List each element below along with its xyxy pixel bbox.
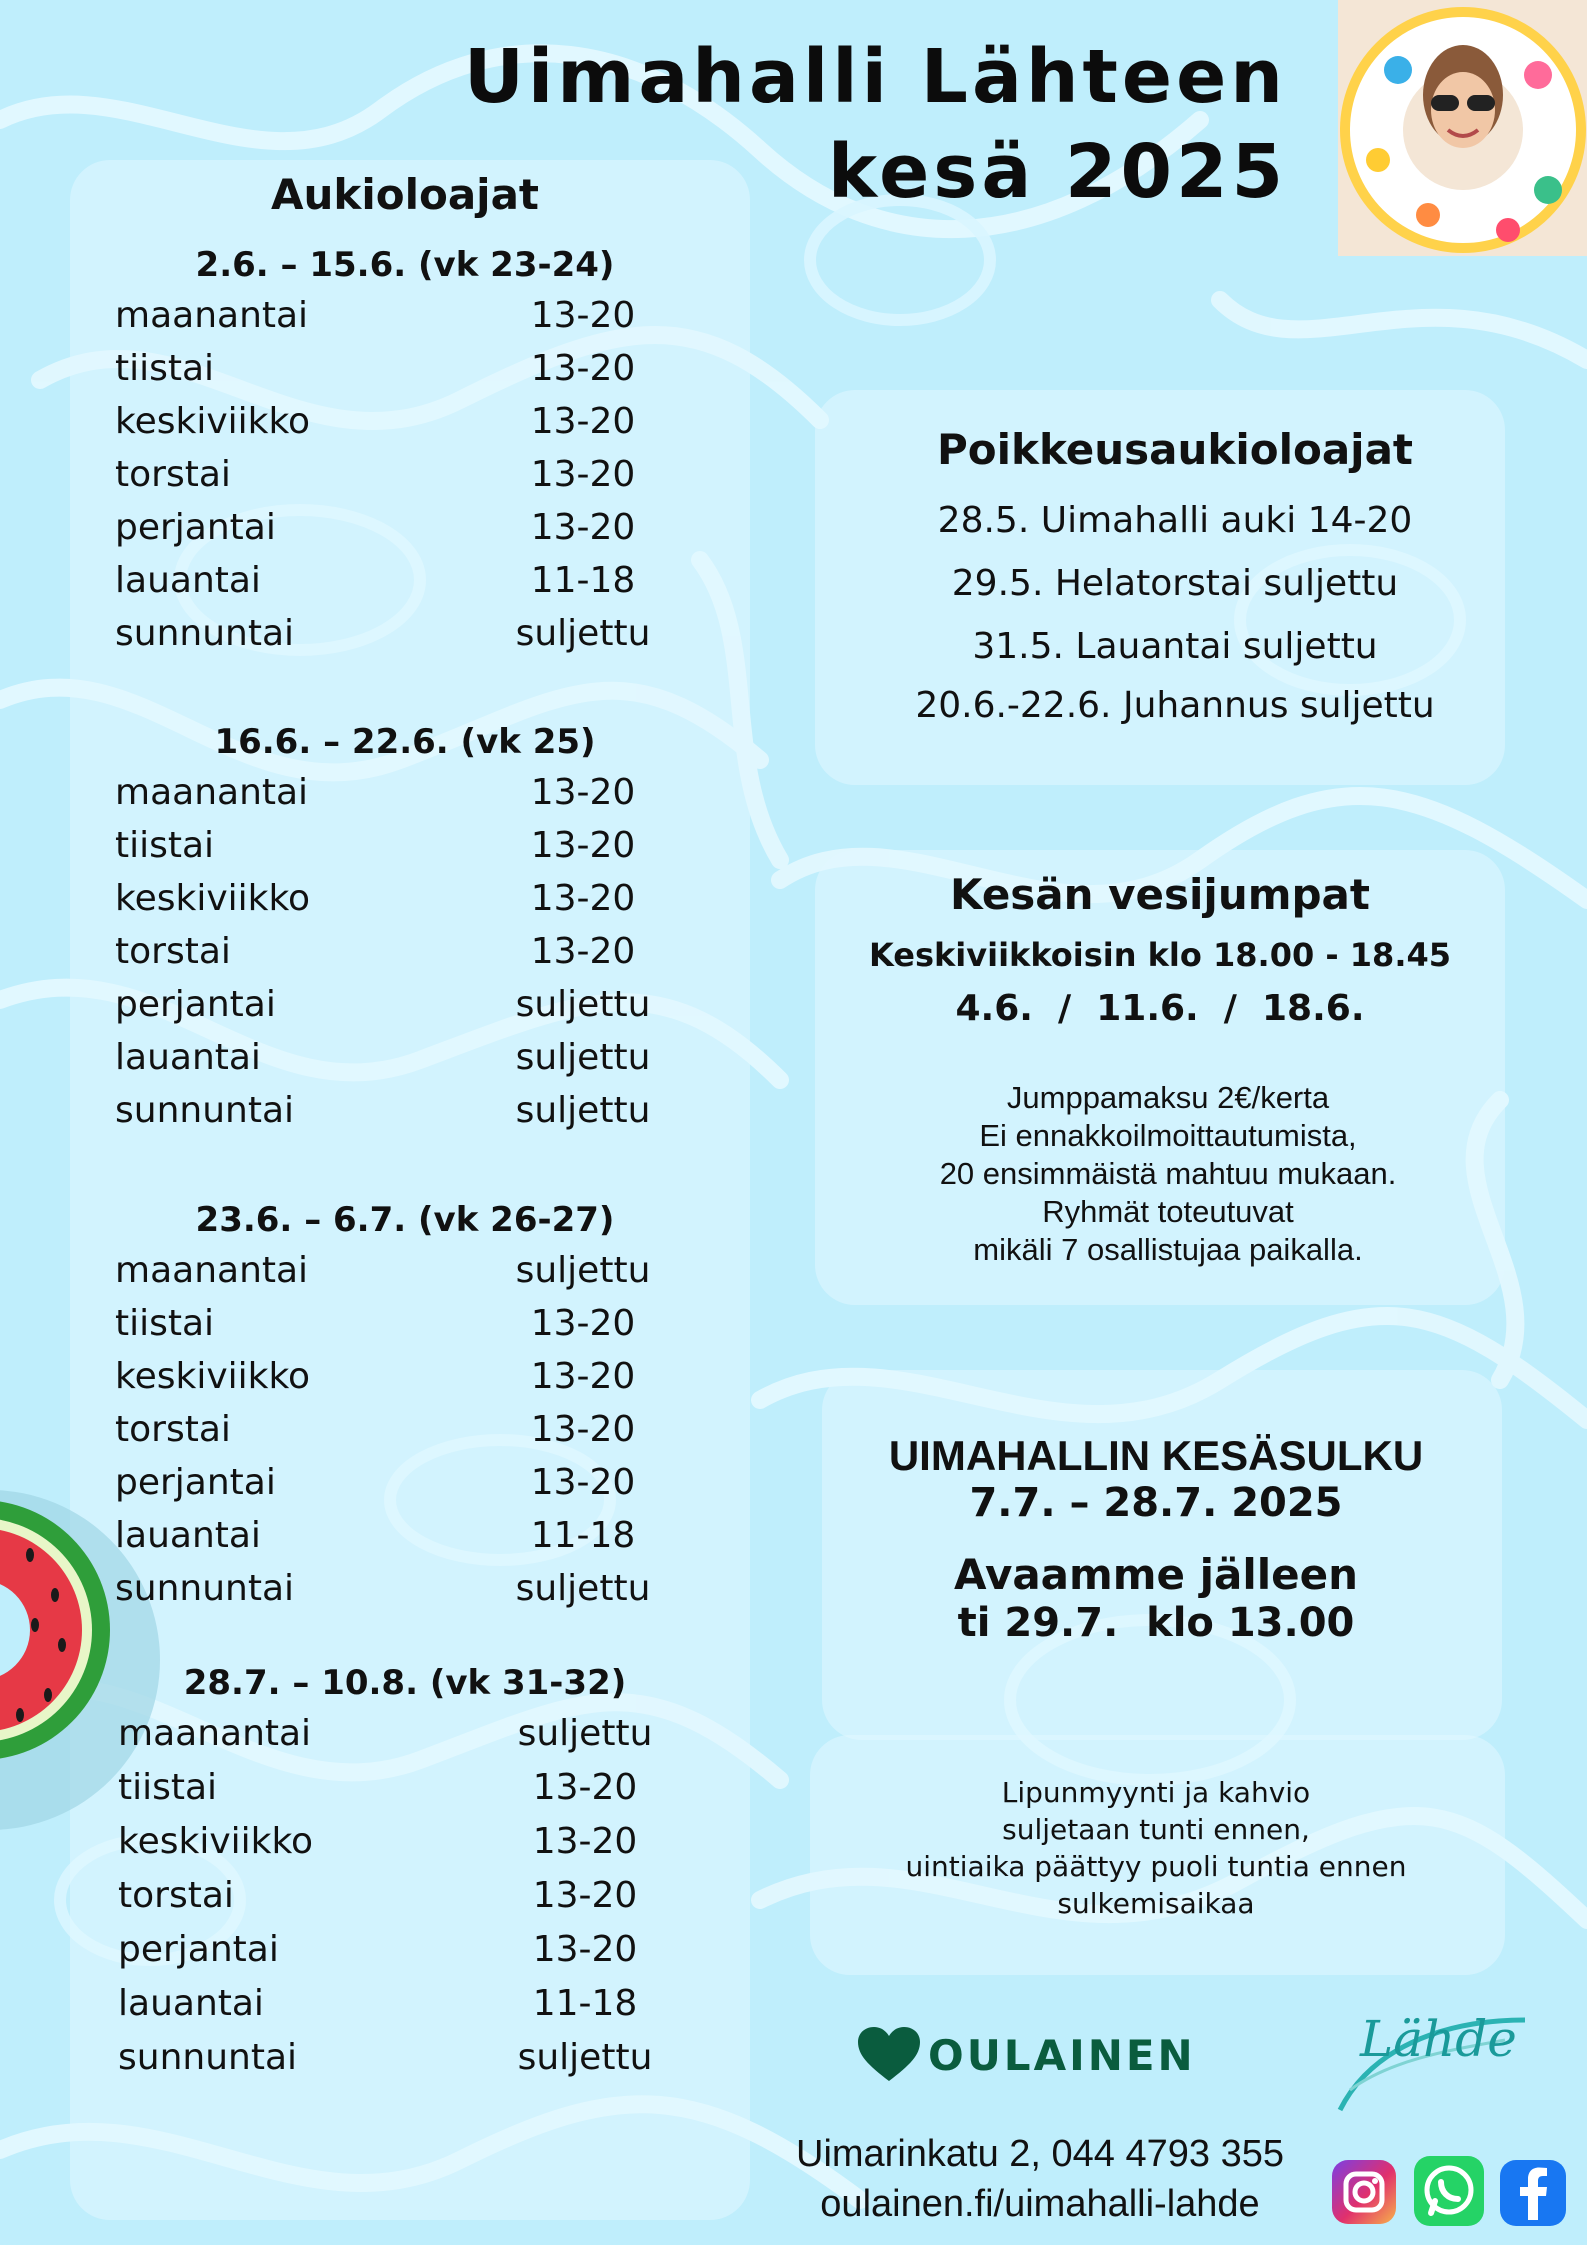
schedule-day: sunnuntai <box>115 1090 295 1131</box>
schedule-day: keskiviikko <box>115 1356 311 1397</box>
schedule-day: maanantai <box>115 1250 309 1291</box>
schedule-day: torstai <box>115 454 231 495</box>
schedule-hours: 13-20 <box>532 1875 638 1916</box>
schedule-day: perjantai <box>115 1462 276 1503</box>
closure-dates: 7.7. – 28.7. 2025 <box>969 1480 1343 1526</box>
exception-item: 29.5. Helatorstai suljettu <box>951 563 1399 604</box>
schedule-day: tiistai <box>115 348 215 389</box>
schedule-day: keskiviikko <box>115 401 311 442</box>
period-heading: 2.6. – 15.6. (vk 23-24) <box>195 245 615 285</box>
schedule-hours: 13-20 <box>532 1767 638 1808</box>
schedule-hours: 13-20 <box>530 1356 636 1397</box>
period-heading: 23.6. – 6.7. (vk 26-27) <box>195 1200 615 1240</box>
period-heading: 16.6. – 22.6. (vk 25) <box>214 722 596 762</box>
aqua-gym-info: Jumppamaksu 2€/kerta <box>1006 1080 1330 1115</box>
schedule-hours: 13-20 <box>530 1462 636 1503</box>
contact-address: Uimarinkatu 2, 044 4793 355 <box>796 2133 1284 2175</box>
schedule-hours: 13-20 <box>530 348 636 389</box>
schedule-hours: 13-20 <box>530 1409 636 1450</box>
schedule-hours: suljettu <box>515 1037 651 1078</box>
schedule-day: maanantai <box>115 772 309 813</box>
aqua-gym-info: Ei ennakkoilmoittautumista, <box>979 1118 1357 1153</box>
period-heading: 28.7. – 10.8. (vk 31-32) <box>183 1663 627 1703</box>
contact-url[interactable]: oulainen.fi/uimahalli-lahde <box>820 2183 1260 2225</box>
schedule-hours: 13-20 <box>530 772 636 813</box>
schedule-day: maanantai <box>115 295 309 336</box>
schedule-day: torstai <box>118 1875 234 1916</box>
schedule-hours: 13-20 <box>530 401 636 442</box>
schedule-hours: 13-20 <box>530 1303 636 1344</box>
facebook-icon[interactable] <box>1500 2160 1566 2226</box>
page-title-line2: kesä 2025 <box>827 129 1287 215</box>
schedule-hours: 13-20 <box>530 825 636 866</box>
schedule-day: maanantai <box>118 1713 312 1754</box>
schedule-day: keskiviikko <box>115 878 311 919</box>
schedule-day: keskiviikko <box>118 1821 314 1862</box>
schedule-day: lauantai <box>115 1515 261 1556</box>
aqua-gym-info: 20 ensimmäistä mahtuu mukaan. <box>939 1156 1397 1191</box>
schedule-hours: 11-18 <box>532 1983 638 2024</box>
schedule-hours: 13-20 <box>530 878 636 919</box>
oulainen-wordmark: OULAINEN <box>928 2031 1196 2080</box>
aqua-gym-heading: Kesän vesijumpat <box>950 870 1370 919</box>
exceptions-heading: Poikkeusaukioloajat <box>937 425 1413 474</box>
reopen-time: ti 29.7. klo 13.00 <box>957 1600 1355 1646</box>
notice-line: Lipunmyynti ja kahvio <box>1001 1776 1311 1809</box>
schedule-hours: 13-20 <box>530 454 636 495</box>
closure-title: UIMAHALLIN KESÄSULKU <box>888 1432 1424 1479</box>
schedule-hours: suljettu <box>517 1713 653 1754</box>
notice-line: uintiaika päättyy puoli tuntia ennen <box>905 1850 1407 1883</box>
exception-item: 20.6.-22.6. Juhannus suljettu <box>915 685 1435 726</box>
schedule-day: lauantai <box>115 1037 261 1078</box>
notice-line: suljetaan tunti ennen, <box>1002 1813 1310 1846</box>
schedule-day: tiistai <box>115 1303 215 1344</box>
oulainen-logo <box>858 2025 1218 2085</box>
schedule-hours: 13-20 <box>530 295 636 336</box>
schedule-hours: suljettu <box>515 1568 651 1609</box>
whatsapp-icon[interactable] <box>1414 2156 1484 2226</box>
schedule-hours: 13-20 <box>530 931 636 972</box>
schedule-day: torstai <box>115 931 231 972</box>
schedule-hours: suljettu <box>517 2037 653 2078</box>
schedule-heading: Aukioloajat <box>271 170 539 219</box>
aqua-gym-dates: 4.6. / 11.6. / 18.6. <box>955 988 1365 1029</box>
schedule-day: sunnuntai <box>115 613 295 654</box>
schedule-day: sunnuntai <box>115 1568 295 1609</box>
page-title-line1: Uimahalli Lähteen <box>463 34 1287 120</box>
aqua-gym-info: mikäli 7 osallistujaa paikalla. <box>973 1232 1363 1267</box>
instagram-icon[interactable] <box>1332 2160 1396 2224</box>
schedule-day: tiistai <box>115 825 215 866</box>
exception-item: 31.5. Lauantai suljettu <box>972 626 1378 667</box>
schedule-hours: 13-20 <box>532 1929 638 1970</box>
exception-item: 28.5. Uimahalli auki 14-20 <box>937 500 1413 541</box>
schedule-hours: 11-18 <box>530 560 636 601</box>
schedule-hours: 13-20 <box>530 507 636 548</box>
schedule-day: perjantai <box>115 984 276 1025</box>
heart-icon <box>858 2027 920 2083</box>
schedule-hours: 13-20 <box>532 1821 638 1862</box>
reopen-title: Avaamme jälleen <box>953 1550 1359 1599</box>
schedule-day: perjantai <box>115 507 276 548</box>
aqua-gym-info: Ryhmät toteutuvat <box>1042 1194 1294 1229</box>
schedule-hours: suljettu <box>515 1090 651 1131</box>
schedule-hours: suljettu <box>515 613 651 654</box>
schedule-day: tiistai <box>118 1767 218 1808</box>
schedule-hours: suljettu <box>515 984 651 1025</box>
notice-line: sulkemisaikaa <box>1057 1887 1255 1920</box>
schedule-hours: suljettu <box>515 1250 651 1291</box>
schedule-day: lauantai <box>118 1983 264 2024</box>
lahde-wordmark: Lähde <box>1360 2010 1517 2068</box>
schedule-day: torstai <box>115 1409 231 1450</box>
lahde-logo <box>1330 1990 1530 2120</box>
schedule-day: sunnuntai <box>118 2037 298 2078</box>
schedule-hours: 11-18 <box>530 1515 636 1556</box>
schedule-day: perjantai <box>118 1929 279 1970</box>
schedule-day: lauantai <box>115 560 261 601</box>
child-swim-ring-illustration <box>1338 0 1587 256</box>
aqua-gym-time: Keskiviikkoisin klo 18.00 - 18.45 <box>869 936 1451 974</box>
